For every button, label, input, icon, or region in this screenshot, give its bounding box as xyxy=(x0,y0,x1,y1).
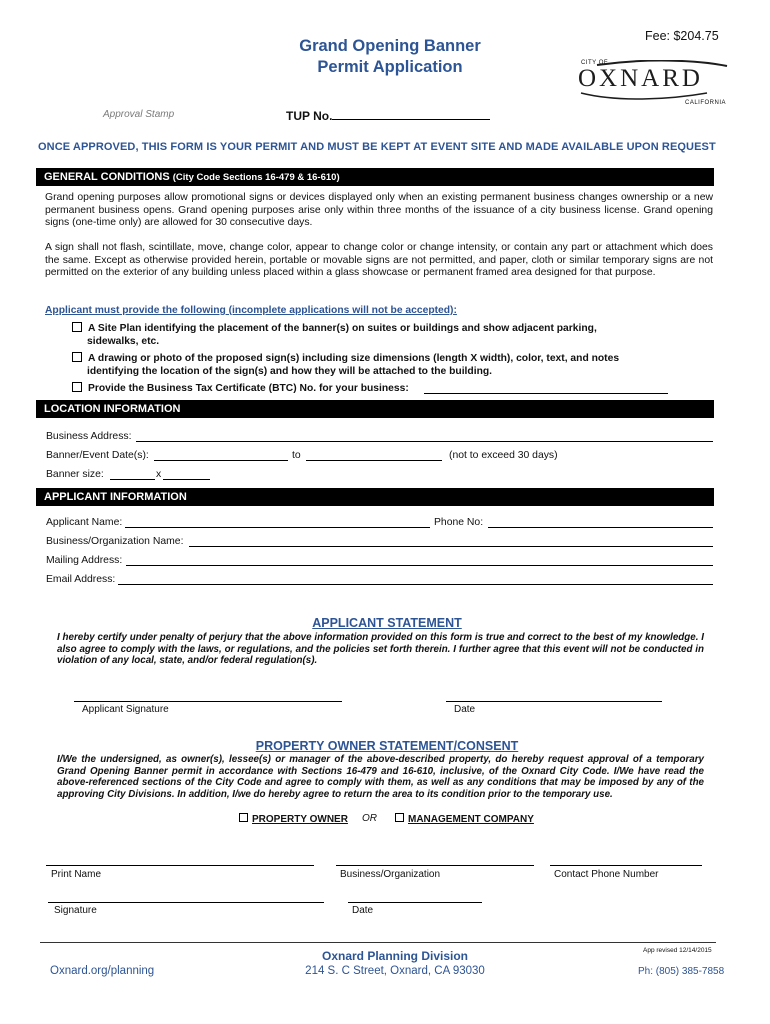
management-company-checkbox[interactable] xyxy=(395,813,404,822)
req1-line2: sidewalks, etc. xyxy=(87,335,160,347)
banner-length-field[interactable] xyxy=(110,479,155,480)
location-header: LOCATION INFORMATION xyxy=(36,400,714,418)
logo-california: CALIFORNIA xyxy=(685,100,727,106)
title-line-2: Permit Application xyxy=(317,58,463,76)
owner-date-label: Date xyxy=(352,905,374,916)
contact-phone-field[interactable] xyxy=(550,865,702,866)
revision-date: App revised 12/14/2015 xyxy=(643,947,712,954)
general-conditions-header xyxy=(36,168,714,186)
fee-amount: Fee: $204.75 xyxy=(645,29,719,43)
owner-statement-title: PROPERTY OWNER STATEMENT/CONSENT xyxy=(255,739,519,753)
property-owner-label: PROPERTY OWNER xyxy=(252,814,348,825)
planning-address: 214 S. C Street, Oxnard, CA 93030 xyxy=(305,965,485,977)
general-conditions-subtitle: (City Code Sections 16-479 & 16-610) xyxy=(172,172,340,183)
mailing-address-field[interactable] xyxy=(126,565,713,566)
logo-city-of: CITY OF xyxy=(581,60,609,66)
banner-size-x: x xyxy=(156,469,162,480)
applicant-signature-field[interactable] xyxy=(74,701,342,702)
owner-statement-text: I/We the undersigned, as owner(s), lessee(s) or manager of the above-described property, do hereby request approval of a temporary Grand Opening Banner permit in accordance with Sections 16-479 and 16-610, inclusive, of the Oxnard City Code. I/We have read the above-referenced sections of the City Code and agree to comply with them, as well as any conditions that may be imposed by any of the approving City Divisions. In addition, I/we do hereby agree to return the area to its condition prior to the temporary use. xyxy=(57,754,704,800)
general-paragraph-2: A sign shall not flash, scintillate, move, change color, appear to change color or change intensity, or contain any part or attachment which does the same. Except as otherwise provided herein, portable or movable signs are not permitted, and paper, cloth or similar temporary signs are not permitted on the exterior of any building unless placed within a glass showcase or permanent framed area designed for that purpose. xyxy=(45,242,713,279)
requirement-drawing xyxy=(72,352,692,378)
drawing-checkbox[interactable] xyxy=(72,352,82,362)
req2-line1: A drawing or photo of the proposed sign(s) including size dimensions (length X width), color, text, and notes xyxy=(88,353,620,364)
business-address-field[interactable] xyxy=(136,441,713,442)
not-exceed-note: (not to exceed 30 days) xyxy=(449,450,558,461)
planning-phone: Ph: (805) 385-7858 xyxy=(638,966,725,977)
banner-size-label: Banner size: xyxy=(46,469,104,480)
tup-number xyxy=(286,108,490,123)
applicant-header: APPLICANT INFORMATION xyxy=(36,488,714,506)
tup-label: TUP No. xyxy=(286,109,333,123)
applicant-date-label: Date xyxy=(454,704,476,715)
business-org-label: Business/Organization xyxy=(340,869,441,880)
req2-line2: identifying the location of the sign(s) and how they will be attached to the building. xyxy=(87,365,493,377)
email-field[interactable] xyxy=(118,584,713,585)
option-property-owner[interactable] xyxy=(239,813,348,825)
req3-text: Provide the Business Tax Certificate (BTC) No. for your business: xyxy=(88,383,409,394)
applicant-statement-title: APPLICANT STATEMENT xyxy=(312,616,462,630)
phone-field[interactable] xyxy=(488,527,713,528)
owner-date-field[interactable] xyxy=(348,902,482,903)
city-logo xyxy=(577,60,729,112)
footer-divider xyxy=(40,942,716,943)
approval-stamp-label: Approval Stamp xyxy=(103,109,175,120)
mailing-address-label: Mailing Address: xyxy=(46,555,123,566)
phone-label: Phone No: xyxy=(434,517,484,528)
planning-website-link[interactable]: Oxnard.org/planning xyxy=(50,965,155,977)
applicant-date-field[interactable] xyxy=(446,701,662,702)
owner-signature-label: Signature xyxy=(54,905,97,916)
req1-line1: A Site Plan identifying the placement of the banner(s) on suites or buildings and show adjacent parking, xyxy=(88,323,597,334)
event-end-date-field[interactable] xyxy=(306,460,442,461)
btc-checkbox[interactable] xyxy=(72,382,82,392)
general-paragraph-1: Grand opening purposes allow promotional signs or devices displayed only when an existing permanent business changes ownership or a new permanent business opens. Grand opening purposes arise only within three months of the issuance of a city business license. Grand opening signs (one-time only) are allowed for 30 consecutive days. xyxy=(45,192,713,229)
management-company-label: MANAGEMENT COMPANY xyxy=(408,814,534,825)
applicant-signature-label: Applicant Signature xyxy=(82,704,169,715)
must-provide-heading: Applicant must provide the following (incomplete applications will not be accepted): xyxy=(45,305,457,316)
owner-signature-field[interactable] xyxy=(48,902,324,903)
applicant-name-field[interactable] xyxy=(125,527,430,528)
print-name-label: Print Name xyxy=(51,869,102,880)
tup-number-field[interactable] xyxy=(332,108,490,120)
option-management-company[interactable] xyxy=(395,813,534,825)
business-address-label: Business Address: xyxy=(46,431,132,442)
property-owner-checkbox[interactable] xyxy=(239,813,248,822)
title-line-1: Grand Opening Banner xyxy=(299,37,481,55)
email-label: Email Address: xyxy=(46,574,116,585)
org-name-field[interactable] xyxy=(189,546,713,547)
requirement-site-plan xyxy=(72,322,692,348)
event-dates-label: Banner/Event Date(s): xyxy=(46,450,149,461)
banner-width-field[interactable] xyxy=(163,479,210,480)
business-org-field[interactable] xyxy=(336,865,534,866)
planning-division-name: Oxnard Planning Division xyxy=(321,949,469,963)
site-plan-checkbox[interactable] xyxy=(72,322,82,332)
applicant-statement-text: I hereby certify under penalty of perjury that the above information provided on this form is true and correct to the best of my knowledge. I also agree to comply with the laws, or regulations, and the policies set forth therein. I further agree that this event will not be conducted in violation of any local, state, and/or federal regulation(s). xyxy=(57,632,704,667)
event-start-date-field[interactable] xyxy=(154,460,288,461)
print-name-field[interactable] xyxy=(46,865,314,866)
or-label: OR xyxy=(362,813,377,824)
dates-to-label: to xyxy=(292,450,301,461)
contact-phone-label: Contact Phone Number xyxy=(554,869,659,880)
approval-notice: ONCE APPROVED, THIS FORM IS YOUR PERMIT AND MUST BE KEPT AT EVENT SITE AND MADE AVAILABLE UPON REQUEST xyxy=(38,141,716,153)
form-title xyxy=(255,36,525,78)
applicant-name-label: Applicant Name: xyxy=(46,517,123,528)
org-name-label: Business/Organization Name: xyxy=(46,536,184,547)
logo-oxnard: OXNARD xyxy=(578,65,703,92)
btc-number-field[interactable] xyxy=(424,393,668,394)
general-conditions-title: GENERAL CONDITIONS xyxy=(44,171,170,183)
